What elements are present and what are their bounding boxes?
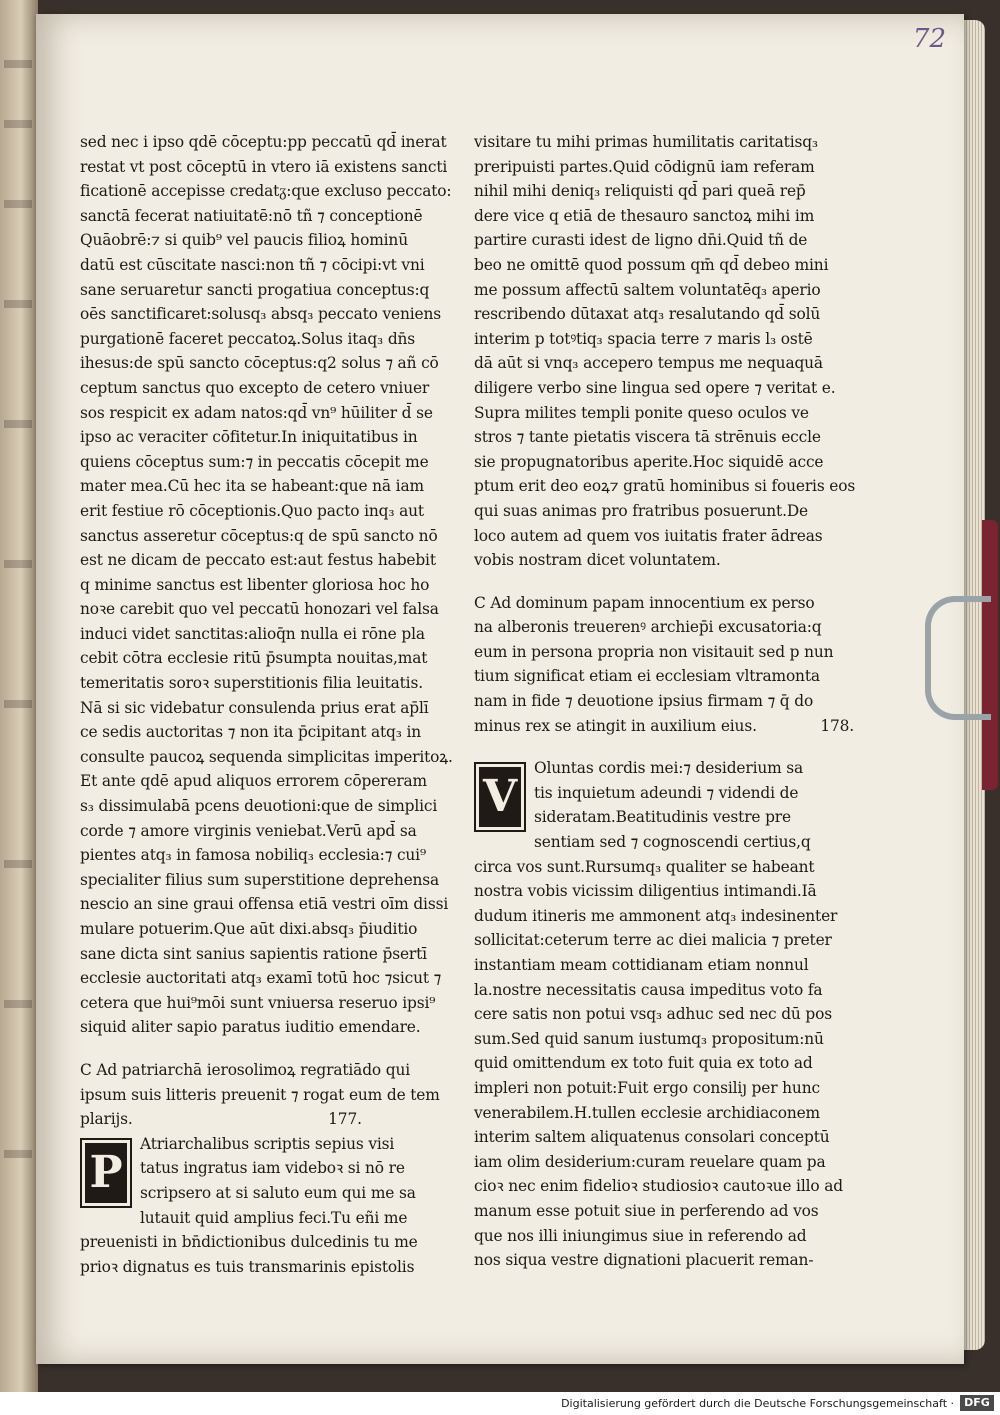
text-line: ipsum suis litteris preuenit ⁊ rogat eum de tem bbox=[80, 1085, 440, 1104]
text-line: minus rex se atingit in auxilium eius. bbox=[474, 716, 757, 735]
left-drop-block bbox=[80, 1132, 470, 1230]
text-line: diligere verbo sine lingua sed opere ⁊ veritat e. bbox=[474, 378, 836, 397]
right-drop-block bbox=[474, 756, 874, 854]
text-line: visitare tu mihi primas humilitatis caritatisq₃ bbox=[474, 133, 818, 151]
text-line: circa vos sunt.Rursumq₃ qualiter se habeant bbox=[474, 857, 815, 876]
text-line: iam olim desiderium:curam reuelare quam pa bbox=[474, 1152, 826, 1171]
text-line: siquid aliter sapio paratus iuditio emendare. bbox=[80, 1018, 421, 1037]
text-line: nostra vobis vicissim diligentius intimandi.Iā bbox=[474, 882, 817, 901]
text-line: scripsero at si saluto eum qui me sa bbox=[140, 1183, 416, 1202]
text-line: sum.Sed quid sanum iustumq₃ propositum:nū bbox=[474, 1029, 824, 1048]
text-line: dudum itineris me ammonent atq₃ indesinenter bbox=[474, 906, 838, 925]
text-line: q minime sanctus est libenter gloriosa hoc ho bbox=[80, 575, 430, 594]
text-line: C Ad dominum papam innocentium ex perso bbox=[474, 593, 815, 612]
page-clip bbox=[925, 596, 991, 720]
text-line: ficationē accepisse credatᵹ:que excluso peccato: bbox=[80, 182, 452, 201]
text-line: partire curasti idest de ligno dn̄i.Quid tñ de bbox=[474, 231, 808, 250]
right-drop-lines bbox=[534, 756, 874, 854]
text-line: na alberonis treuerenꝰ archiep̄i excusatoria:q bbox=[474, 618, 822, 637]
text-line: mulare potuerim.Que aūt dixi.absq₃ p̄iuditio bbox=[80, 920, 418, 938]
left-tail-text bbox=[80, 1230, 470, 1279]
text-line: pientes atq₃ in famosa nobiliq₃ ecclesia:⁊ cui⁹ bbox=[80, 846, 426, 865]
text-line: manum esse potuit siue in perferendo ad vos bbox=[474, 1201, 819, 1220]
text-line: temeritatis soroꝛ superstitionis filia leuitatis. bbox=[80, 674, 423, 693]
text-line: sentiam sed ⁊ cognoscendi certius,q bbox=[534, 833, 811, 852]
drop-cap-initial: V bbox=[474, 762, 526, 832]
dfg-logo: DFG bbox=[960, 1395, 994, 1411]
text-line: quiens cōceptus sum:⁊ in peccatis cōcepit me bbox=[80, 452, 429, 471]
text-line: mater mea.Cū hec ita se habeant:que nā iam bbox=[80, 477, 424, 496]
text-line: sideratam.Beatitudinis vestre pre bbox=[534, 808, 791, 827]
text-line: ptum erit deo eoꝝ⁊ gratū hominibus si foueris eos bbox=[474, 477, 856, 496]
text-line: ihesus:de spū sancto cōceptus:q2 solus ⁊ añ cō bbox=[80, 354, 439, 373]
text-line: erit festiue rō cōceptionis.Quo pacto inq₃ aut bbox=[80, 501, 424, 520]
left-page-edge bbox=[0, 0, 38, 1392]
text-line: sos respicit ex adam natos:qd̄ vn⁹ hūiliter d̄ se bbox=[80, 403, 433, 422]
text-line: sanctā fecerat natiuitatē:nō tñ ⁊ conceptionē bbox=[80, 206, 423, 225]
text-line: loco autem ad quem vos iuitatis frater ādreas bbox=[474, 526, 823, 545]
text-line: sed nec i ipso qdē cōceptu:pp peccatū qd̄ inerat bbox=[80, 133, 447, 151]
text-line: beo ne omittē quod possum qm̄ qd̄ debeo mini bbox=[474, 255, 829, 274]
text-line: nos siqua vestre dignationi placuerit reman- bbox=[474, 1251, 814, 1270]
text-line: sie propugnatoribus aperite.Hoc siquidē acce bbox=[474, 452, 824, 471]
text-line: oēs sanctificaret:solusq₃ absq₃ peccato veniens bbox=[80, 305, 442, 324]
text-line: noꝛe carebit quo vel peccatū honozari vel falsa bbox=[80, 600, 439, 619]
text-line: preripuisti partes.Quid cōdignū iam referam bbox=[474, 157, 815, 176]
text-line: Atriarchalibus scriptis sepius visi bbox=[140, 1134, 395, 1153]
text-line: specialiter filius sum superstitione deprehensa bbox=[80, 870, 440, 889]
text-line: ipso ac veraciter cōfitetur.In iniquitatibus in bbox=[80, 428, 418, 447]
text-line: cere satis non potui vsq₃ adhuc sed nec dū pos bbox=[474, 1005, 832, 1024]
funding-credit: Digitalisierung gefördert durch die Deutsche Forschungsgemeinschaft · bbox=[561, 1397, 954, 1410]
left-drop-lines bbox=[140, 1132, 470, 1230]
text-line: tatus ingratus iam videboꝛ si nō re bbox=[140, 1159, 405, 1178]
text-line: Quāobrē:⁊ si quib⁹ vel paucis filioꝝ hominū bbox=[80, 231, 408, 250]
text-line: sanctus asseretur cōceptus:q de spū sancto nō bbox=[80, 526, 438, 545]
left-main-text bbox=[80, 130, 470, 1040]
text-line: cebit cōtra ecclesie ritū p̄sumpta nouitas,mat bbox=[80, 649, 428, 668]
text-line: dā aūt si vnq₃ accepero tempus me nequaquā bbox=[474, 354, 823, 373]
text-line: impleri non potuit:Fuit ergo consiliȷ per hunc bbox=[474, 1078, 820, 1097]
text-line: tium significat etiam ei ecclesiam vltramonta bbox=[474, 667, 820, 686]
text-line: nihil mihi deniq₃ reliquisti qd̄ pari queā rep̄ bbox=[474, 182, 806, 201]
text-line: instantiam meam cottidianam etiam nonnul bbox=[474, 956, 809, 974]
text-line: C Ad patriarchā ierosolimoꝝ regratiādo qui bbox=[80, 1060, 410, 1079]
text-line: restat vt post cōceptū in vtero iā existens sancti bbox=[80, 157, 448, 176]
folio-number: 72 bbox=[912, 24, 946, 54]
text-line: sollicitat:ceterum terre ac diei malicia ⁊ preter bbox=[474, 931, 832, 950]
text-line: nescio an sine graui offensa etiā vestri oīm dissi bbox=[80, 895, 449, 914]
text-line: nam in fide ⁊ deuotione ipsius firmam ⁊ q̄ do bbox=[474, 692, 814, 711]
text-line: purgationē faceret peccatoꝝ.Solus itaq₃ dn̄s bbox=[80, 329, 416, 348]
right-letter-number: 178. bbox=[820, 716, 854, 735]
text-line: ceptum sanctus quo excepto de cetero vniuer bbox=[80, 378, 430, 397]
text-line: eum in persona propria non visitauit sed p nun bbox=[474, 642, 834, 661]
text-line: Nā si sic videbatur consulenda prius erat ap̄lī bbox=[80, 698, 429, 717]
right-tail-text bbox=[474, 855, 874, 1273]
text-line: rescribendo dūtaxat atq₃ resalutando qd̄ solū bbox=[474, 305, 821, 324]
text-line: qui suas animas pro fratribus posuerunt.De bbox=[474, 501, 808, 520]
text-line: la.nostre necessitatis causa impeditus voto fa bbox=[474, 980, 823, 999]
text-line: lutauit quid amplius feci.Tu eñi me bbox=[140, 1208, 408, 1227]
text-line: prioꝛ dignatus es tuis transmarinis epistolis bbox=[80, 1257, 415, 1276]
text-line: preuenisti in bn̄dictionibus dulcedinis tu me bbox=[80, 1233, 418, 1252]
text-line: datū est cūscitate nasci:non tñ ⁊ cōcipi:vt vni bbox=[80, 255, 425, 274]
text-line: Et ante qdē apud aliquos errorem cōpereram bbox=[80, 772, 427, 791]
right-column bbox=[474, 130, 874, 1273]
text-line: venerabilem.H.tullen ecclesie archidiaconem bbox=[474, 1103, 821, 1122]
text-line: cetera que hui⁹mōi sunt vniuersa reseruo ipsi⁹ bbox=[80, 993, 436, 1012]
text-line: que nos illi iniungimus siue in referendo ad bbox=[474, 1226, 807, 1245]
text-line: ce sedis auctoritas ⁊ non ita p̄cipitant atq₃ in bbox=[80, 723, 422, 742]
left-column bbox=[80, 130, 470, 1279]
text-line: sane seruaretur sancti progatiua conceptus:q bbox=[80, 280, 430, 299]
text-line: interim p totꝰtiq₃ spacia terre ⁊ maris l₃ ostē bbox=[474, 329, 813, 348]
text-line: induci videt sanctitas:alioq̄n nulla ei rōne pla bbox=[80, 624, 425, 643]
text-line: s₃ dissimulabā pcens deuotioni:que de simplici bbox=[80, 797, 438, 816]
text-line: tis inquietum adeundi ⁊ videndi de bbox=[534, 783, 799, 802]
text-line: quid omittendum ex toto fuit quia ex toto ad bbox=[474, 1054, 813, 1073]
text-line: sane dicta sint sanius sapientis ratione p̄sertī bbox=[80, 944, 427, 963]
text-line: vobis nostram dicet voluntatem. bbox=[474, 551, 721, 570]
text-line: stros ⁊ tante pietatis viscera tā strēnuis eccle bbox=[474, 428, 821, 447]
text-line: ecclesie auctoritati atq₃ examī totū hoc ⁊sicut ⁊ bbox=[80, 969, 442, 988]
text-line: dere vice q etiā de thesauro sanctoꝝ mihi im bbox=[474, 206, 815, 225]
text-line: cioꝛ nec enim fidelioꝛ studiosioꝛ cautoꝛue illo ad bbox=[474, 1177, 843, 1196]
text-line: me possum affectū saltem voluntatēq₃ aperio bbox=[474, 280, 821, 299]
text-line: Oluntas cordis mei:⁊ desiderium sa bbox=[534, 759, 804, 778]
right-main-text bbox=[474, 130, 874, 573]
text-line: interim saltem aliquatenus consolari conceptū bbox=[474, 1128, 830, 1147]
text-line: corde ⁊ amore virginis veniebat.Verū apd̄ sa bbox=[80, 821, 417, 840]
text-line: est ne dicam de peccato est:aut festus habebit bbox=[80, 551, 436, 570]
text-line: plarijs. bbox=[80, 1110, 133, 1129]
drop-cap-initial: P bbox=[80, 1138, 132, 1208]
text-line: consulte paucoꝝ sequenda simplicitas imperitoꝝ. bbox=[80, 747, 453, 766]
text-line: Supra milites templi ponite queso oculos ve bbox=[474, 403, 809, 422]
left-letter-number: 177. bbox=[328, 1110, 362, 1129]
